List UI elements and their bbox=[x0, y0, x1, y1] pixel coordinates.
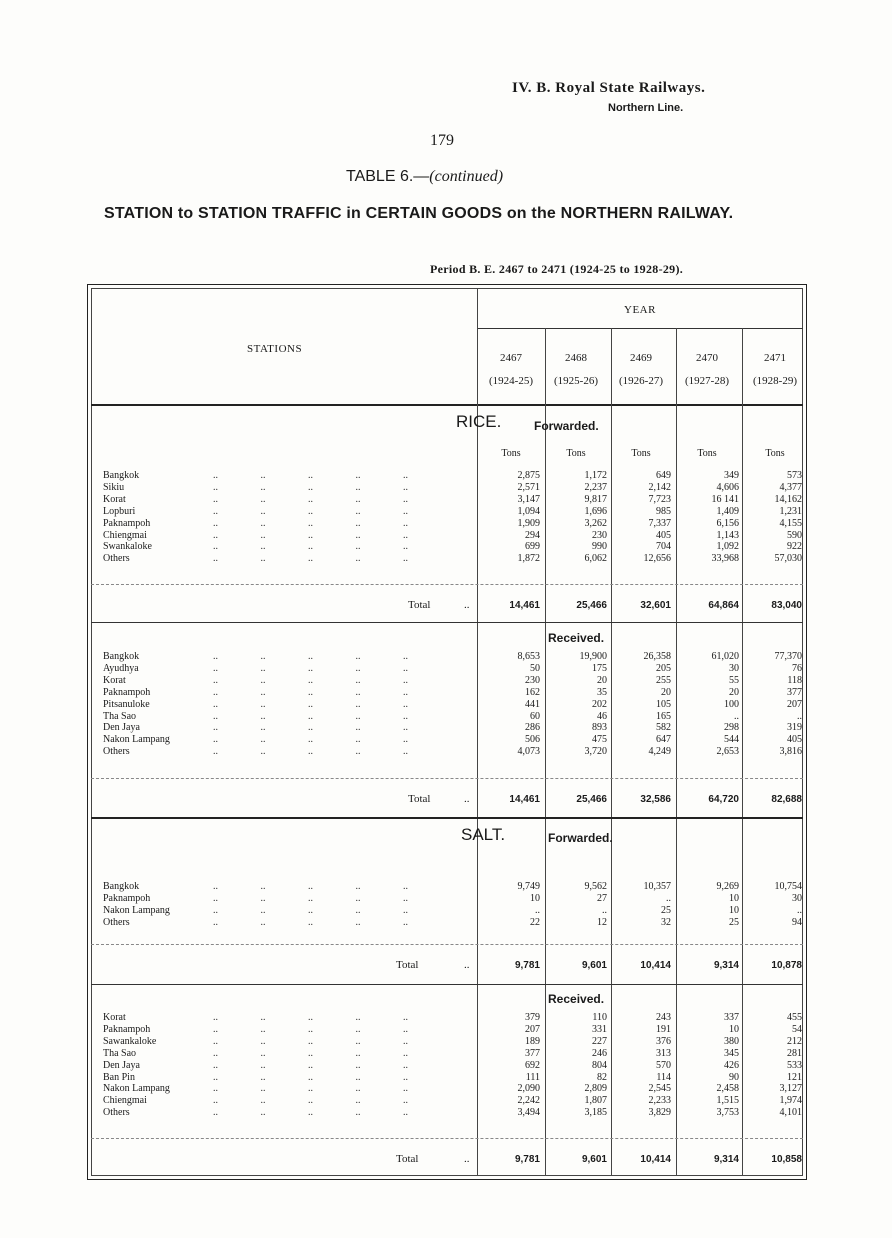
cell-value: 3,127 bbox=[779, 1083, 802, 1095]
cell-value: 9,269 bbox=[716, 881, 739, 892]
leader-dots: .. .. .. .. .. bbox=[213, 916, 408, 928]
unit-label: Tons bbox=[697, 448, 717, 459]
table-row bbox=[103, 1107, 803, 1120]
salt-heading: SALT. bbox=[461, 825, 506, 844]
cell-value: 7,723 bbox=[648, 493, 671, 505]
cell-value: 207 bbox=[787, 698, 802, 710]
cell-value: 985 bbox=[656, 505, 671, 517]
leader-dots: .. .. .. .. .. bbox=[213, 1035, 408, 1047]
cell-value: 2,809 bbox=[584, 1083, 607, 1095]
cell-value: 118 bbox=[787, 674, 802, 686]
total-value: 9,781 bbox=[514, 1154, 540, 1165]
station-name: Sawankaloke bbox=[103, 1035, 157, 1047]
cell-value: 4,606 bbox=[716, 481, 739, 493]
salt-fwd-rule bbox=[91, 944, 803, 945]
rice-forwarded-label: Forwarded. bbox=[534, 419, 599, 433]
cell-value: 1,909 bbox=[517, 517, 540, 529]
cell-value: 319 bbox=[787, 722, 802, 734]
station-name: Paknampoh bbox=[103, 517, 151, 529]
total-value: 9,314 bbox=[713, 1154, 739, 1165]
cell-value: 704 bbox=[656, 541, 671, 553]
cell-value: 205 bbox=[656, 662, 671, 674]
cell-value: 4,101 bbox=[779, 1107, 802, 1119]
year-be-label: 2468 bbox=[565, 352, 587, 364]
cell-value: 345 bbox=[724, 1047, 739, 1059]
cell-value: 533 bbox=[787, 1059, 802, 1071]
rice-rec-rule bbox=[91, 778, 803, 779]
cell-value: 94 bbox=[792, 916, 802, 928]
cell-value: 647 bbox=[656, 734, 671, 746]
station-name: Nakon Lampang bbox=[103, 904, 170, 916]
cell-value: 570 bbox=[656, 1059, 671, 1071]
station-name: Ayudhya bbox=[103, 662, 139, 674]
total-value: 9,601 bbox=[581, 1154, 607, 1165]
year-ad-label: (1928-29) bbox=[753, 375, 797, 387]
cell-value: 189 bbox=[525, 1035, 540, 1047]
table-title bbox=[346, 168, 503, 186]
cell-value: 4,377 bbox=[779, 481, 802, 493]
cell-value: 25 bbox=[729, 916, 739, 928]
station-name: Others bbox=[103, 553, 130, 565]
year-be-label: 2471 bbox=[764, 352, 786, 364]
cell-value: 922 bbox=[787, 541, 802, 553]
rice-fwd-rule bbox=[91, 584, 803, 585]
cell-value: 90 bbox=[729, 1071, 739, 1083]
year-ad-label: (1924-25) bbox=[489, 375, 533, 387]
cell-value: .. bbox=[535, 904, 540, 916]
cell-value: 990 bbox=[592, 541, 607, 553]
cell-value: 1,143 bbox=[716, 529, 739, 541]
cell-value: 3,494 bbox=[517, 1107, 540, 1119]
leader-dots: .. .. .. .. .. bbox=[213, 722, 408, 734]
leader-dots: .. .. .. .. .. bbox=[213, 1047, 408, 1059]
cell-value: 2,653 bbox=[716, 746, 739, 758]
total-value: 14,461 bbox=[509, 794, 540, 805]
leader-dots: .. .. .. .. .. bbox=[213, 904, 408, 916]
cell-value: 405 bbox=[656, 529, 671, 541]
station-name: Others bbox=[103, 916, 130, 928]
total-value: 32,586 bbox=[640, 794, 671, 805]
station-name: Korat bbox=[103, 674, 126, 686]
unit-label: Tons bbox=[765, 448, 785, 459]
cell-value: 162 bbox=[525, 686, 540, 698]
cell-value: 10 bbox=[729, 1023, 739, 1035]
station-name: Ban Pin bbox=[103, 1071, 135, 1083]
cell-value: 649 bbox=[656, 470, 671, 481]
cell-value: 77,370 bbox=[774, 651, 802, 662]
cell-value: 2,458 bbox=[716, 1083, 739, 1095]
cell-value: 255 bbox=[656, 674, 671, 686]
cell-value: 10 bbox=[729, 904, 739, 916]
total-value: 14,461 bbox=[509, 600, 540, 611]
cell-value: 10 bbox=[729, 892, 739, 904]
cell-value: 105 bbox=[656, 698, 671, 710]
leader-dots: .. .. .. .. .. bbox=[213, 881, 408, 892]
total-label: Total bbox=[408, 793, 431, 805]
cell-value: 281 bbox=[787, 1047, 802, 1059]
total-value: 10,414 bbox=[640, 960, 671, 971]
station-name: Others bbox=[103, 1107, 130, 1119]
table-label: TABLE 6.— bbox=[346, 168, 430, 185]
cell-value: 243 bbox=[656, 1012, 671, 1023]
cell-value: 12,656 bbox=[643, 553, 671, 565]
cell-value: .. bbox=[797, 904, 802, 916]
leader-dots: .. .. .. .. .. bbox=[213, 734, 408, 746]
cell-value: 380 bbox=[724, 1035, 739, 1047]
leader-dots: .. .. .. .. .. bbox=[213, 1083, 408, 1095]
cell-value: 3,720 bbox=[584, 746, 607, 758]
page-number: 179 bbox=[430, 132, 454, 149]
station-name: Nakon Lampang bbox=[103, 1083, 170, 1095]
station-name: Den Jaya bbox=[103, 722, 140, 734]
salt-received-label: Received. bbox=[548, 992, 605, 1006]
station-name: Bangkok bbox=[103, 881, 140, 892]
total-value: 64,720 bbox=[708, 794, 739, 805]
station-name: Pitsanuloke bbox=[103, 698, 150, 710]
cell-value: .. bbox=[666, 892, 671, 904]
total-value: 82,688 bbox=[771, 794, 802, 805]
cell-value: 54 bbox=[792, 1023, 802, 1035]
cell-value: 12 bbox=[597, 916, 607, 928]
total-value: 32,601 bbox=[640, 600, 671, 611]
cell-value: 20 bbox=[597, 674, 607, 686]
cell-value: 202 bbox=[592, 698, 607, 710]
station-name: Swankaloke bbox=[103, 541, 152, 553]
cell-value: 76 bbox=[792, 662, 802, 674]
table-row bbox=[103, 917, 803, 930]
station-name: Paknampoh bbox=[103, 686, 151, 698]
year-divider bbox=[477, 328, 803, 329]
leader-dots: .. .. .. .. .. bbox=[213, 1107, 408, 1119]
year-be-label: 2467 bbox=[500, 352, 522, 364]
cell-value: 1,231 bbox=[779, 505, 802, 517]
total-value: 9,601 bbox=[581, 960, 607, 971]
cell-value: 3,753 bbox=[716, 1107, 739, 1119]
total-value: 10,878 bbox=[771, 960, 802, 971]
cell-value: .. bbox=[602, 904, 607, 916]
cell-value: 294 bbox=[525, 529, 540, 541]
cell-value: 22 bbox=[530, 916, 540, 928]
leader-dots: .. .. .. .. .. bbox=[213, 541, 408, 553]
cell-value: 33,968 bbox=[711, 553, 739, 565]
cell-value: 30 bbox=[729, 662, 739, 674]
cell-value: 114 bbox=[656, 1071, 671, 1083]
cell-value: 3,829 bbox=[648, 1107, 671, 1119]
cell-value: 9,817 bbox=[584, 493, 607, 505]
station-name: Nakon Lampang bbox=[103, 734, 170, 746]
line-heading: Northern Line. bbox=[608, 102, 684, 114]
cell-value: 2,242 bbox=[517, 1095, 540, 1107]
cell-value: 6,156 bbox=[716, 517, 739, 529]
cell-value: 379 bbox=[525, 1012, 540, 1023]
leader-dots: .. .. .. .. .. bbox=[213, 892, 408, 904]
leader-dots: .. .. .. .. .. bbox=[213, 529, 408, 541]
cell-value: 9,562 bbox=[584, 881, 607, 892]
station-name: Bangkok bbox=[103, 470, 140, 481]
total-label: Total bbox=[408, 599, 431, 611]
cell-value: 82 bbox=[597, 1071, 607, 1083]
salt-rec-rule bbox=[91, 1138, 803, 1139]
header-bottom-rule bbox=[91, 404, 803, 406]
total-label: Total bbox=[396, 959, 419, 971]
cell-value: 227 bbox=[592, 1035, 607, 1047]
cell-value: 573 bbox=[787, 470, 802, 481]
cell-value: 121 bbox=[787, 1071, 802, 1083]
cell-value: 30 bbox=[792, 892, 802, 904]
year-ad-label: (1926-27) bbox=[619, 375, 663, 387]
cell-value: 246 bbox=[592, 1047, 607, 1059]
station-name: Korat bbox=[103, 1012, 126, 1023]
total-dots: .. bbox=[464, 959, 470, 971]
cell-value: 16 141 bbox=[711, 493, 739, 505]
leader-dots: .. .. .. .. .. bbox=[213, 505, 408, 517]
year-be-label: 2469 bbox=[630, 352, 652, 364]
leader-dots: .. .. .. .. .. bbox=[213, 1059, 408, 1071]
station-name: Tha Sao bbox=[103, 1047, 137, 1059]
cell-value: 46 bbox=[597, 710, 607, 722]
cell-value: 1,807 bbox=[584, 1095, 607, 1107]
leader-dots: .. .. .. .. .. bbox=[213, 553, 408, 565]
total-value: 25,466 bbox=[576, 794, 607, 805]
cell-value: 1,872 bbox=[517, 553, 540, 565]
cell-value: 1,172 bbox=[584, 470, 607, 481]
cell-value: 1,515 bbox=[716, 1095, 739, 1107]
leader-dots: .. .. .. .. .. bbox=[213, 493, 408, 505]
station-name: Chiengmai bbox=[103, 1095, 147, 1107]
cell-value: 441 bbox=[525, 698, 540, 710]
leader-dots: .. .. .. .. .. bbox=[213, 1095, 408, 1107]
cell-value: 32 bbox=[661, 916, 671, 928]
cell-value: 506 bbox=[525, 734, 540, 746]
cell-value: 1,094 bbox=[517, 505, 540, 517]
cell-value: 6,062 bbox=[584, 553, 607, 565]
cell-value: 4,073 bbox=[517, 746, 540, 758]
cell-value: 10,357 bbox=[643, 881, 671, 892]
cell-value: 207 bbox=[525, 1023, 540, 1035]
station-name: Chiengmai bbox=[103, 529, 147, 541]
cell-value: 2,090 bbox=[517, 1083, 540, 1095]
total-value: 25,466 bbox=[576, 600, 607, 611]
cell-value: 544 bbox=[724, 734, 739, 746]
leader-dots: .. .. .. .. .. bbox=[213, 517, 408, 529]
year-ad-label: (1927-28) bbox=[685, 375, 729, 387]
rice-end-rule bbox=[91, 817, 803, 819]
cell-value: 8,653 bbox=[517, 651, 540, 662]
station-name: Lopburi bbox=[103, 505, 136, 517]
total-value: 10,414 bbox=[640, 1154, 671, 1165]
unit-label: Tons bbox=[501, 448, 521, 459]
cell-value: 337 bbox=[724, 1012, 739, 1023]
cell-value: 230 bbox=[592, 529, 607, 541]
cell-value: 2,142 bbox=[648, 481, 671, 493]
leader-dots: .. .. .. .. .. bbox=[213, 710, 408, 722]
leader-dots: .. .. .. .. .. bbox=[213, 662, 408, 674]
leader-dots: .. .. .. .. .. bbox=[213, 1071, 408, 1083]
stations-column-header: STATIONS bbox=[247, 343, 303, 355]
station-name: Sikiu bbox=[103, 481, 125, 493]
cell-value: 175 bbox=[592, 662, 607, 674]
station-name: Paknampoh bbox=[103, 1023, 151, 1035]
cell-value: 111 bbox=[525, 1071, 540, 1083]
cell-value: 14,162 bbox=[774, 493, 802, 505]
cell-value: 25 bbox=[661, 904, 671, 916]
cell-value: 50 bbox=[530, 662, 540, 674]
cell-value: 377 bbox=[787, 686, 802, 698]
cell-value: 191 bbox=[656, 1023, 671, 1035]
station-name: Bangkok bbox=[103, 651, 140, 662]
leader-dots: .. .. .. .. .. bbox=[213, 1012, 408, 1023]
cell-value: 1,974 bbox=[779, 1095, 802, 1107]
cell-value: 1,696 bbox=[584, 505, 607, 517]
cell-value: 590 bbox=[787, 529, 802, 541]
cell-value: 426 bbox=[724, 1059, 739, 1071]
cell-value: 230 bbox=[525, 674, 540, 686]
table-subtitle: STATION to STATION TRAFFIC in CERTAIN GOODS on the NORTHERN RAILWAY. bbox=[104, 205, 734, 222]
cell-value: .. bbox=[734, 710, 739, 722]
leader-dots: .. .. .. .. .. bbox=[213, 686, 408, 698]
cell-value: 475 bbox=[592, 734, 607, 746]
unit-label: Tons bbox=[566, 448, 586, 459]
cell-value: 2,237 bbox=[584, 481, 607, 493]
cell-value: 3,816 bbox=[779, 746, 802, 758]
station-name: Others bbox=[103, 746, 130, 758]
total-dots: .. bbox=[464, 793, 470, 805]
cell-value: 19,900 bbox=[579, 651, 607, 662]
cell-value: 20 bbox=[729, 686, 739, 698]
cell-value: 2,233 bbox=[648, 1095, 671, 1107]
cell-value: 699 bbox=[525, 541, 540, 553]
total-dots: .. bbox=[464, 599, 470, 611]
total-value: 9,314 bbox=[713, 960, 739, 971]
cell-value: 582 bbox=[656, 722, 671, 734]
cell-value: 893 bbox=[592, 722, 607, 734]
cell-value: 3,262 bbox=[584, 517, 607, 529]
period-line: Period B. E. 2467 to 2471 (1924-25 to 1928-29). bbox=[430, 262, 684, 276]
cell-value: 331 bbox=[592, 1023, 607, 1035]
cell-value: 2,571 bbox=[517, 481, 540, 493]
station-name: Korat bbox=[103, 493, 126, 505]
total-value: 10,858 bbox=[771, 1154, 802, 1165]
leader-dots: .. .. .. .. .. bbox=[213, 481, 408, 493]
cell-value: 349 bbox=[724, 470, 739, 481]
cell-value: 405 bbox=[787, 734, 802, 746]
cell-value: 4,249 bbox=[648, 746, 671, 758]
cell-value: 7,337 bbox=[648, 517, 671, 529]
cell-value: 692 bbox=[525, 1059, 540, 1071]
series-heading: IV. B. Royal State Railways. bbox=[512, 80, 706, 96]
rice-received-label: Received. bbox=[548, 631, 605, 645]
year-be-label: 2470 bbox=[696, 352, 718, 364]
cell-value: 212 bbox=[787, 1035, 802, 1047]
cell-value: 10,754 bbox=[774, 881, 802, 892]
table-row bbox=[103, 553, 803, 566]
total-label: Total bbox=[396, 1153, 419, 1165]
station-name: Tha Sao bbox=[103, 710, 137, 722]
cell-value: 1,092 bbox=[716, 541, 739, 553]
year-column-header: YEAR bbox=[624, 304, 656, 316]
cell-value: 376 bbox=[656, 1035, 671, 1047]
station-name: Den Jaya bbox=[103, 1059, 140, 1071]
total-value: 83,040 bbox=[771, 600, 802, 611]
cell-value: 165 bbox=[656, 710, 671, 722]
cell-value: 298 bbox=[724, 722, 739, 734]
leader-dots: .. .. .. .. .. bbox=[213, 746, 408, 758]
cell-value: 313 bbox=[656, 1047, 671, 1059]
cell-value: 3,185 bbox=[584, 1107, 607, 1119]
salt-fwd-end-rule bbox=[91, 984, 803, 985]
leader-dots: .. .. .. .. .. bbox=[213, 651, 408, 662]
leader-dots: .. .. .. .. .. bbox=[213, 470, 408, 481]
cell-value: 2,875 bbox=[517, 470, 540, 481]
cell-value: .. bbox=[797, 710, 802, 722]
total-value: 9,781 bbox=[514, 960, 540, 971]
cell-value: 804 bbox=[592, 1059, 607, 1071]
cell-value: 4,155 bbox=[779, 517, 802, 529]
cell-value: 61,020 bbox=[711, 651, 739, 662]
rice-heading: RICE. bbox=[456, 412, 502, 431]
leader-dots: .. .. .. .. .. bbox=[213, 674, 408, 686]
leader-dots: .. .. .. .. .. bbox=[213, 698, 408, 710]
salt-forwarded-label: Forwarded. bbox=[548, 831, 613, 845]
cell-value: 57,030 bbox=[774, 553, 802, 565]
cell-value: 2,545 bbox=[648, 1083, 671, 1095]
cell-value: 3,147 bbox=[517, 493, 540, 505]
cell-value: 100 bbox=[724, 698, 739, 710]
total-dots: .. bbox=[464, 1153, 470, 1165]
table-row bbox=[103, 746, 803, 759]
cell-value: 10 bbox=[530, 892, 540, 904]
cell-value: 55 bbox=[729, 674, 739, 686]
cell-value: 1,409 bbox=[716, 505, 739, 517]
unit-label: Tons bbox=[631, 448, 651, 459]
cell-value: 455 bbox=[787, 1012, 802, 1023]
cell-value: 26,358 bbox=[643, 651, 671, 662]
table-continued: (continued) bbox=[429, 168, 504, 185]
cell-value: 9,749 bbox=[517, 881, 540, 892]
cell-value: 35 bbox=[597, 686, 607, 698]
cell-value: 286 bbox=[525, 722, 540, 734]
rice-fwd-end-rule bbox=[91, 622, 803, 623]
total-value: 64,864 bbox=[708, 600, 739, 611]
cell-value: 377 bbox=[525, 1047, 540, 1059]
station-name: Paknampoh bbox=[103, 892, 151, 904]
cell-value: 60 bbox=[530, 710, 540, 722]
leader-dots: .. .. .. .. .. bbox=[213, 1023, 408, 1035]
cell-value: 20 bbox=[661, 686, 671, 698]
cell-value: 27 bbox=[597, 892, 607, 904]
year-ad-label: (1925-26) bbox=[554, 375, 598, 387]
cell-value: 110 bbox=[592, 1012, 607, 1023]
